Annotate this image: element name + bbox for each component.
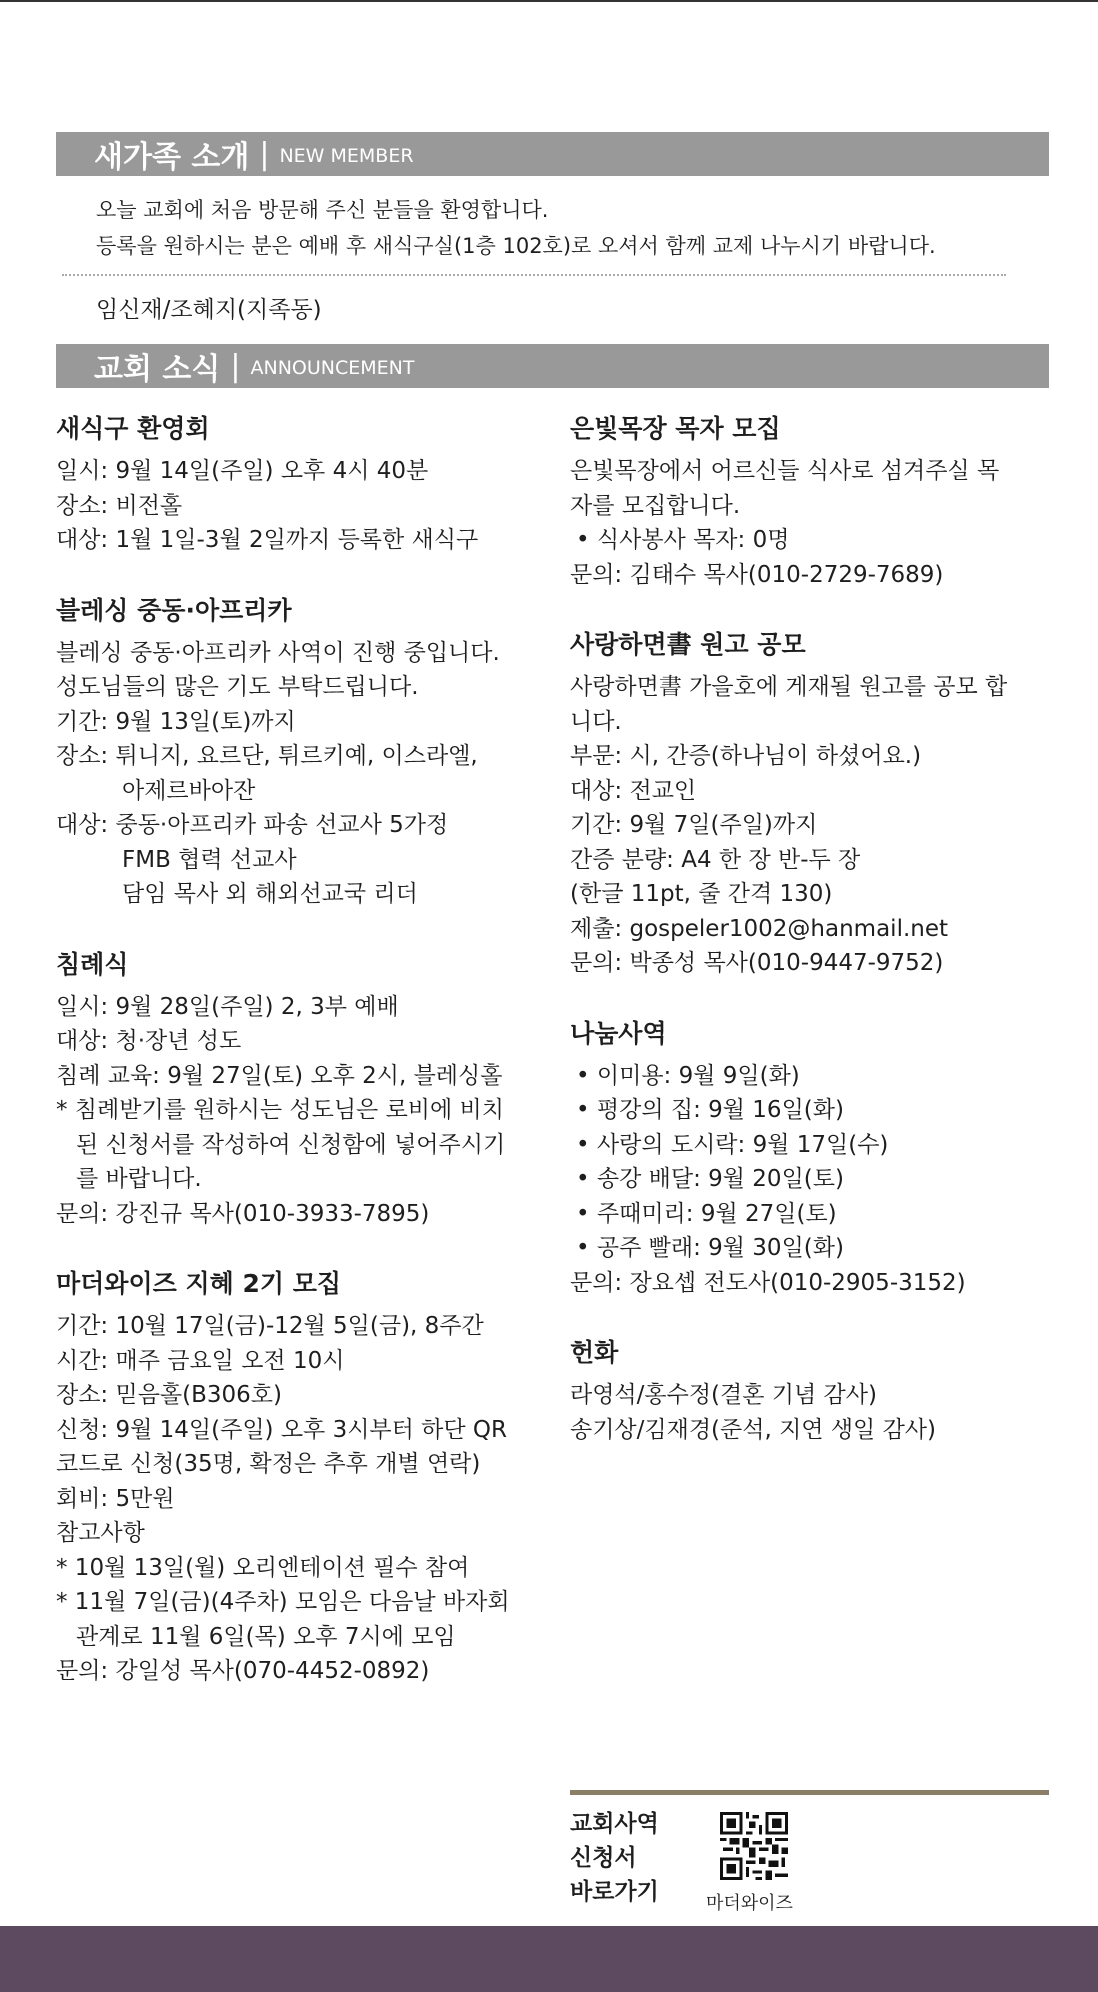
announcement-line: 니다. xyxy=(570,708,622,735)
announcement-line: 된 신청서를 작성하여 신청함에 넣어주시기 xyxy=(76,1131,506,1158)
announcement-line: 대상: 1월 1일-3월 2일까지 등록한 새식구 xyxy=(56,527,479,553)
app-link-line: 바로가기 xyxy=(570,1879,659,1905)
announcement-line: (한글 11pt, 줄 간격 130) xyxy=(570,881,833,907)
announcement-line: 문의: 강일성 목사(070-4452-0892) xyxy=(56,1658,430,1684)
announcement-line: 기간: 9월 7일(주일)까지 xyxy=(570,812,818,838)
announcement-line: 장소: 비전홀 xyxy=(56,492,183,519)
header-separator: | xyxy=(230,348,241,384)
announcement-line: FMB 협력 선교사 xyxy=(122,846,297,873)
app-link-line: 교회사역 xyxy=(570,1811,659,1837)
announcement-line: 장소: 튀니지, 요르단, 튀르키예, 이스라엘, xyxy=(56,743,478,769)
announcement-title: 블레싱 중동·아프리카 xyxy=(56,595,292,625)
announcement-line: * 10월 13일(월) 오리엔테이션 필수 참여 xyxy=(56,1554,470,1581)
announcement-line: 대상: 중동·아프리카 파송 선교사 5가정 xyxy=(56,812,449,838)
new-member-intro xyxy=(96,192,936,264)
top-border xyxy=(0,0,1098,2)
dotted-divider xyxy=(62,274,1006,276)
footer-bar xyxy=(0,1926,1098,1992)
qr-code-icon[interactable] xyxy=(720,1812,788,1880)
announcement-title: 마더와이즈 지혜 2기 모집 xyxy=(56,1269,342,1298)
announcement-header xyxy=(56,344,1049,388)
announcement-line: • 식사봉사 목자: 0명 xyxy=(570,523,1055,558)
new-member-names: 임신재/조혜지(지족동) xyxy=(96,297,322,323)
announcement-line: 라영석/홍수정(결혼 기념 감사) xyxy=(570,1382,877,1408)
announcement-title-en: ANNOUNCEMENT xyxy=(250,357,415,379)
announcement-line: 문의: 박종성 목사(010-9447-9752) xyxy=(570,950,944,976)
announcement-line: 문의: 김태수 목사(010-2729-7689) xyxy=(570,561,944,588)
announcement-line: 사랑하면書 가을호에 게재될 원고를 공모 합 xyxy=(570,674,1008,700)
announcement-line: 문의: 강진규 목사(010-3933-7895) xyxy=(56,1200,430,1227)
announcement-line: 일시: 9월 14일(주일) 오후 4시 40분 xyxy=(56,458,429,484)
intro-line: 오늘 교회에 처음 방문해 주신 분들을 환영합니다. xyxy=(96,198,549,222)
announcement-block xyxy=(56,946,556,1232)
announcement-right-column xyxy=(570,410,1055,1481)
announcement-block xyxy=(570,410,1055,592)
announcement-line: 대상: 청·장년 성도 xyxy=(56,1028,242,1054)
header-separator: | xyxy=(259,136,270,172)
announcement-block xyxy=(570,1015,1055,1301)
new-member-title: 새가족 소개 xyxy=(94,140,250,175)
announcement-title: 은빛목장 목자 모집 xyxy=(570,414,781,443)
announcement-line: 부문: 시, 간증(하나님이 하셨어요.) xyxy=(570,743,922,769)
announcement-line: 관계로 11월 6일(목) 오후 7시에 모임 xyxy=(76,1623,456,1650)
intro-line: 등록을 원하시는 분은 예배 후 새식구실(1층 102호)로 오셔서 함께 교제 나누시기 바랍니다. xyxy=(96,234,936,258)
app-link-line: 신청서 xyxy=(570,1845,637,1871)
new-member-header xyxy=(56,132,1049,176)
announcement-line: 기간: 10월 17일(금)-12월 5일(금), 8주간 xyxy=(56,1313,484,1339)
announcement-line: 은빛목장에서 어르신들 식사로 섬겨주실 목 xyxy=(570,458,1000,484)
announcement-block xyxy=(570,626,1055,981)
announcement-line: 장소: 믿음홀(B306호) xyxy=(56,1382,282,1408)
app-link-text[interactable] xyxy=(570,1807,659,1909)
announcement-line: • 송강 배달: 9월 20일(토) xyxy=(570,1162,1055,1197)
announcement-line: 담임 목사 외 해외선교국 리더 xyxy=(122,881,418,907)
announcement-title: 헌화 xyxy=(570,1338,619,1367)
announcement-line: 참고사항 xyxy=(56,1520,145,1546)
announcement-title: 나눔사역 xyxy=(570,1018,667,1048)
announcement-line: 아제르바아잔 xyxy=(122,777,256,804)
announcement-line: • 이미용: 9월 9일(화) xyxy=(570,1059,1055,1094)
announcement-line: 기간: 9월 13일(토)까지 xyxy=(56,708,296,735)
announcement-block xyxy=(570,1334,1055,1447)
announcement-line: 회비: 5만원 xyxy=(56,1485,175,1512)
new-member-title-en: NEW MEMBER xyxy=(279,145,414,167)
announcement-title: 사랑하면書 원고 공모 xyxy=(570,630,806,659)
qr-label: 마더와이즈 xyxy=(706,1893,793,1914)
announcement-line: 블레싱 중동·아프리카 사역이 진행 중입니다. xyxy=(56,639,500,666)
announcement-line: • 평강의 집: 9월 16일(화) xyxy=(570,1093,1055,1128)
app-link-rule xyxy=(570,1790,1049,1795)
announcement-line: 를 바랍니다. xyxy=(76,1166,202,1192)
announcement-line: * 11월 7일(금)(4주차) 모임은 다음날 바자회 xyxy=(56,1589,510,1615)
announcement-line: 송기상/김재경(준석, 지연 생일 감사) xyxy=(570,1416,936,1443)
announcement-line: 침례 교육: 9월 27일(토) 오후 2시, 블레싱홀 xyxy=(56,1062,503,1089)
announcement-block xyxy=(56,1265,556,1689)
announcement-line: 대상: 전교인 xyxy=(570,777,697,804)
announcement-title: 침례식 xyxy=(56,949,129,979)
announcement-line: • 사랑의 도시락: 9월 17일(수) xyxy=(570,1128,1055,1163)
announcement-left-column xyxy=(56,410,556,1723)
announcement-line: 자를 모집합니다. xyxy=(570,492,741,519)
announcement-line: 제출: gospeler1002@hanmail.net xyxy=(570,915,949,942)
announcement-line: 간증 분량: A4 한 장 반-두 장 xyxy=(570,846,861,873)
announcement-line: 일시: 9월 28일(주일) 2, 3부 예배 xyxy=(56,993,399,1020)
announcement-block xyxy=(56,410,556,558)
announcement-line: • 주때미리: 9월 27일(토) xyxy=(570,1197,1055,1232)
announcement-line: 시간: 매주 금요일 오전 10시 xyxy=(56,1347,345,1374)
announcement-line: 문의: 장요셉 전도사(010-2905-3152) xyxy=(570,1269,966,1296)
announcement-line: * 침례받기를 원하시는 성도님은 로비에 비치 xyxy=(56,1097,504,1123)
announcement-line: 신청: 9월 14일(주일) 오후 3시부터 하단 QR xyxy=(56,1416,508,1443)
announcement-title: 새식구 환영회 xyxy=(56,414,210,443)
announcement-block xyxy=(56,592,556,912)
announcement-line: 코드로 신청(35명, 확정은 추후 개별 연락) xyxy=(56,1451,481,1477)
announcement-line: 성도님들의 많은 기도 부탁드립니다. xyxy=(56,674,419,700)
announcement-line: • 공주 빨래: 9월 30일(화) xyxy=(570,1231,1055,1266)
announcement-title: 교회 소식 xyxy=(94,352,221,387)
